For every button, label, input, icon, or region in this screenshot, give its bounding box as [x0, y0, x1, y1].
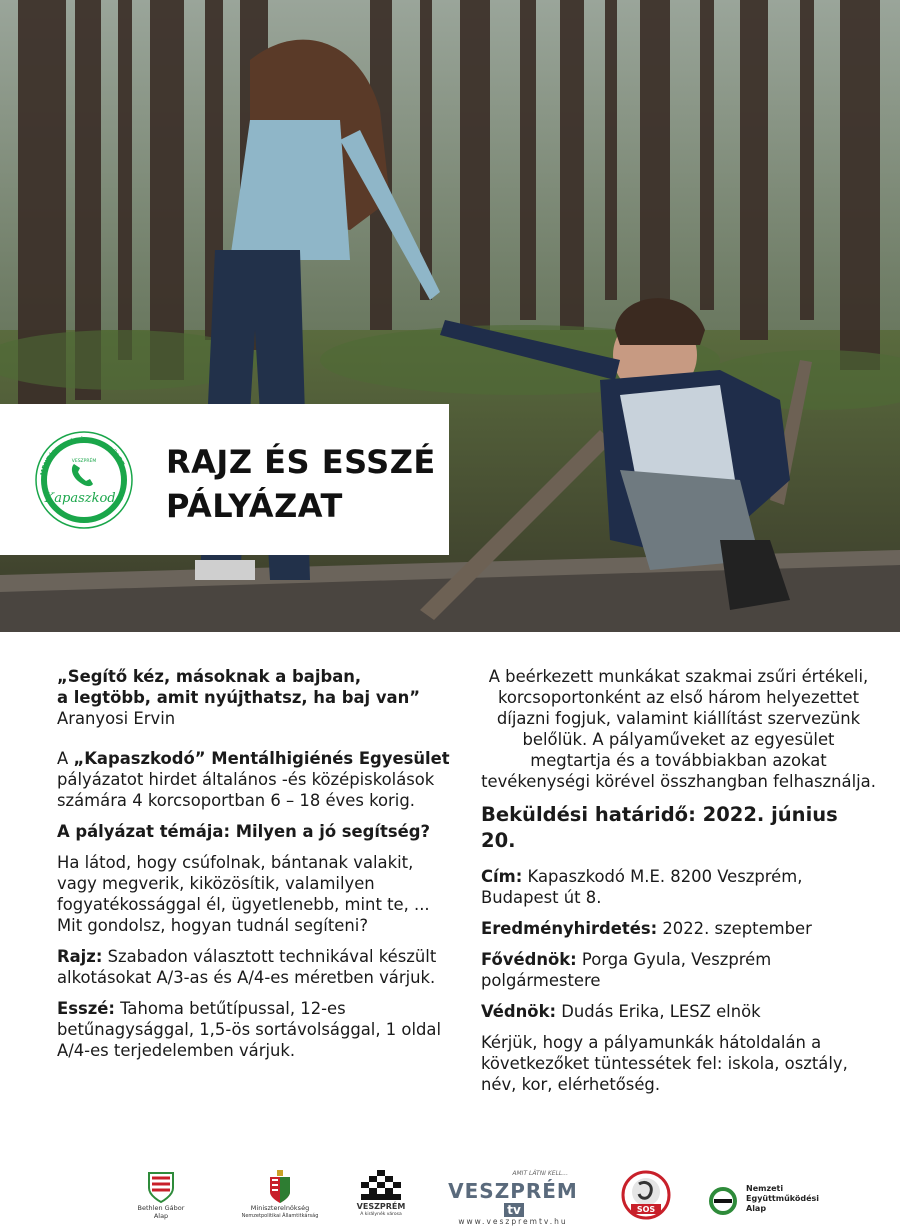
right-column — [481, 666, 876, 1105]
quote-author: Aranyosi Ervin — [57, 709, 176, 728]
request-paragraph: Kérjük, hogy a pályamunkák hátoldalán a következőket tüntessétek fel: iskola, osztály, név, kor, elérhetőség. — [481, 1033, 848, 1094]
sponsor-logos — [0, 1170, 900, 1226]
rajz-paragraph: Rajz: Szabadon választott technikával készült alkotásokat A/3-as és A/4-es méretben várjuk. — [57, 947, 437, 987]
bethlen-gabor-logo: Bethlen Gábor Alap — [128, 1170, 194, 1226]
patron-label: Fővédnök: — [481, 950, 577, 969]
checkered-crown-icon — [357, 1170, 405, 1202]
essze-paragraph: Esszé: Tahoma betűtípussal, 12-es betűnagysággal, 1,5-ös sortávolsággal, 1 oldal A/4-es terjedelemben várjuk. — [57, 999, 442, 1060]
result-paragraph: Eredményhirdetés: 2022. szeptember — [481, 919, 812, 938]
org-name: „Kapaszkodó” Mentálhigiénés Egyesület — [73, 749, 450, 768]
sos-logo — [620, 1170, 672, 1226]
left-column — [57, 666, 452, 1071]
protector-paragraph: Védnök: Dudás Erika, LESZ elnök — [481, 1002, 761, 1021]
title-line-1: RAJZ ÉS ESSZÉ — [166, 443, 436, 481]
result-label: Eredményhirdetés: — [481, 919, 658, 938]
kapaszkodo-logo — [30, 426, 138, 534]
bethlen-shield-icon — [146, 1170, 176, 1204]
protector-label: Védnök: — [481, 1002, 557, 1021]
intro-paragraph: A „Kapaszkodó” Mentálhigiénés Egyesület pályázatot hirdet általános -és középiskolások számára 4 korcsoportban 6 – 18 éves korig. — [57, 749, 450, 810]
logo-sub-text: VESZPRÉM — [71, 459, 97, 464]
patron-paragraph: Fővédnök: Porga Gyula, Veszprém polgármestere — [481, 950, 772, 990]
hungarian-coat-of-arms-icon — [268, 1170, 292, 1204]
quote-line-1: „Segítő kéz, másoknak a bajban, — [57, 667, 362, 686]
address-label: Cím: — [481, 867, 523, 886]
deadline: Beküldési határidő: 2022. június 20. — [481, 803, 838, 852]
sos-badge-icon — [621, 1170, 671, 1220]
logo-script-text: Kapaszkodó — [44, 491, 124, 506]
quote-line-2: a legtöbb, amit nyújthatsz, ha baj van” — [57, 688, 421, 707]
rajz-label: Rajz: — [57, 947, 103, 966]
essze-label: Esszé: — [57, 999, 115, 1018]
logo-arc-text: MENTÁLHIGIÉNÉS EGYESÜLET — [39, 436, 126, 477]
kapaszkodo-logo-icon — [30, 426, 138, 534]
veszprem-tv-logo: AMIT LÁTNI KELL... VESZPRÉMtv www.veszpremtv.hu — [448, 1170, 578, 1226]
question-paragraph: Ha látod, hogy csúfolnak, bántanak valakit, vagy megverik, kiközösítik, valamilyen fogyatékossággal él, ügyetlenebb, mint te, ... Mit gondolsz, hogyan tudnál segíteni? — [57, 853, 430, 935]
evaluation-paragraph: A beérkezett munkákat szakmai zsűri értékeli, korcsoportonként az első három helyezettet díjazni fogjuk, valamint kiállítást szervezünk belőlük. A pályaműveket az egyesület megtartja és a továbbiakban azokat tevékenységi körével összhangban felhasználja. — [481, 667, 876, 791]
theme-heading: A pályázat témája: Milyen a jó segítség? — [57, 822, 430, 841]
title-box — [0, 404, 449, 555]
veszprem-city-logo: VESZPRÉM A királynék városa — [352, 1170, 410, 1226]
title-line-2: PÁLYÁZAT — [166, 487, 343, 525]
sos-text: SOS — [636, 1205, 656, 1214]
nea-circle-icon — [708, 1186, 738, 1216]
nea-logo: Nemzeti Együttműködési Alap — [708, 1170, 818, 1226]
tv-name: VESZPRÉM — [448, 1179, 578, 1203]
telephone-icon — [72, 464, 93, 486]
ministry-logo: Miniszterelnökség Nemzetpolitikai Államtitkárság — [238, 1170, 322, 1226]
page-title — [166, 440, 446, 528]
tv-suffix: tv — [504, 1203, 524, 1217]
address-paragraph: Cím: Kapaszkodó M.E. 8200 Veszprém, Budapest út 8. — [481, 867, 803, 907]
